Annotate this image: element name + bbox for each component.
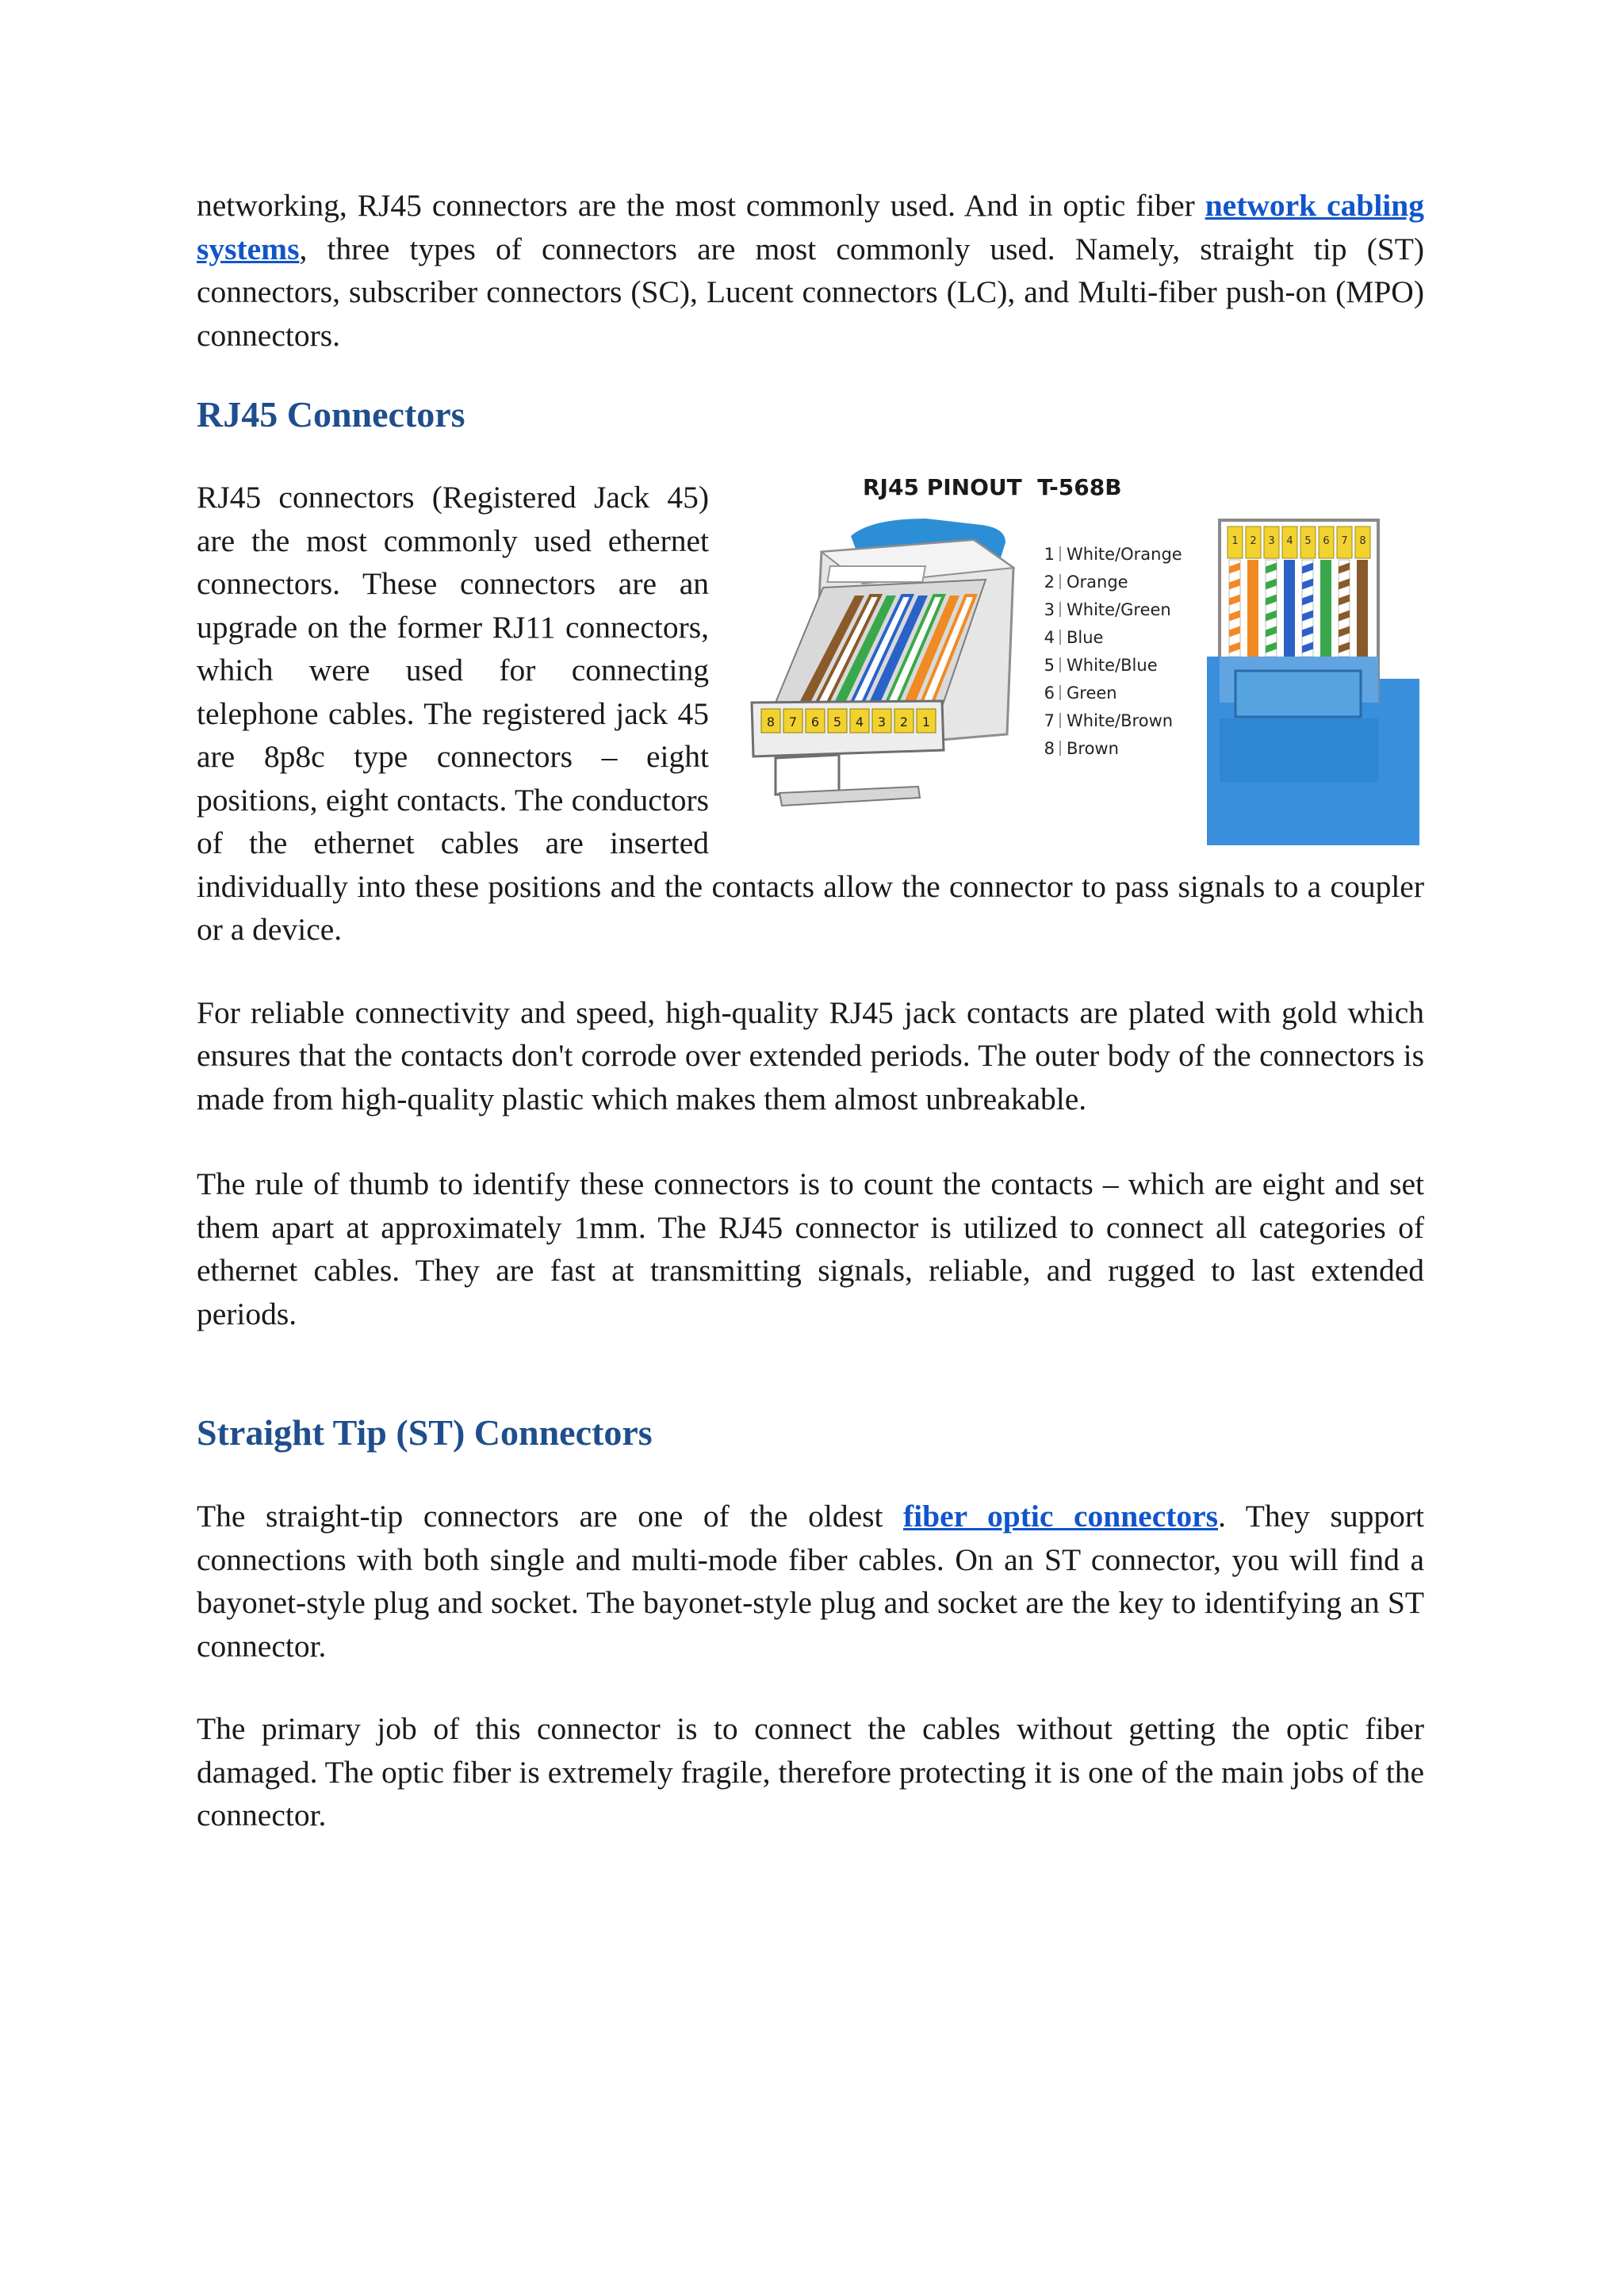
- top-contact-number: 4: [1286, 535, 1293, 547]
- top-contact-number: 1: [1231, 535, 1239, 547]
- front-contact-number: 5: [833, 714, 842, 730]
- legend-pin-number: 8: [1044, 739, 1055, 758]
- top-contact-number: 7: [1341, 535, 1348, 547]
- rj45-section: [197, 476, 1424, 952]
- st-text-2: . They support connections with both single and multi-mode fiber cables. On an ST connector, you will find a bayonet-style plug and socket. The bayonet-style plug and socket are the key to identifying an ST connector.: [197, 1499, 1424, 1664]
- legend-pin-number: 1: [1044, 545, 1055, 564]
- rj45-paragraph-3: The rule of thumb to identify these connectors is to count the contacts – which are eight and set them apart at approximately 1mm. The RJ45 connector is utilized to connect all categories of ethernet cables. They are fast at transmitting signals, reliable, and rugged to last extended periods.: [197, 1166, 1424, 1331]
- legend-pin-number: 6: [1044, 684, 1055, 703]
- legend-pin-label: Brown: [1067, 739, 1119, 758]
- front-contact-number: 8: [766, 714, 776, 730]
- top-wire-base: [1339, 560, 1350, 657]
- legend-pin-label: White/Blue: [1067, 656, 1158, 675]
- top-contact-number: 2: [1250, 535, 1257, 547]
- st-heading: Straight Tip (ST) Connectors: [197, 1412, 653, 1453]
- document-content: [197, 184, 1424, 1837]
- top-contact-number: 3: [1268, 535, 1275, 547]
- intro-paragraph: [197, 184, 1424, 357]
- legend-pin-label: Blue: [1067, 628, 1104, 647]
- front-contact-number: 3: [877, 714, 887, 730]
- rj45-heading: RJ45 Connectors: [197, 394, 465, 435]
- legend-pin-number: 4: [1044, 628, 1055, 647]
- legend-pin-label: Green: [1067, 684, 1117, 703]
- front-contact-number: 4: [855, 714, 864, 730]
- legend-pin-number: 5: [1044, 656, 1055, 675]
- st-paragraph-2: The primary job of this connector is to connect the cables without getting the optic fiber damaged. The optic fiber is extremely fragile, therefore protecting it is one of the main jobs of the connector.: [197, 1711, 1424, 1833]
- legend-pin-number: 2: [1044, 573, 1055, 592]
- st-text-1: The straight-tip connectors are one of the oldest: [197, 1499, 904, 1534]
- legend-pin-number: 7: [1044, 711, 1055, 730]
- top-wire: [1247, 560, 1258, 657]
- legend-pin-label: White/Brown: [1067, 711, 1174, 730]
- legend-pin-number: 3: [1044, 600, 1055, 619]
- front-contact-number: 2: [899, 714, 909, 730]
- front-contact-number: 7: [788, 714, 798, 730]
- front-contact-number: 1: [921, 714, 931, 730]
- legend-pin-label: White/Orange: [1067, 545, 1182, 564]
- intro-text-1: networking, RJ45 connectors are the most commonly used. And in optic fiber: [197, 188, 1205, 223]
- top-contact-number: 5: [1304, 535, 1312, 547]
- front-contact-number: 6: [810, 714, 820, 730]
- top-wire: [1357, 560, 1368, 657]
- network-cabling-link[interactable]: network cabling systems: [197, 188, 1424, 266]
- top-contact-number: 8: [1359, 535, 1366, 547]
- top-wire: [1284, 560, 1295, 657]
- pinout-title: RJ45 PINOUT T-568B: [863, 474, 1122, 500]
- rj45-paragraph-1: RJ45 connectors (Registered Jack 45) are the most commonly used ethernet connectors. These connectors are an upgrade on the former RJ11 connectors, which were used for connecting telephone cables. The registered jack 45 are 8p8c type connectors – eight positions, eight contacts. The conductors of the ethernet cables are inserted individually into these positions and the contacts allow the connector to pass signals to a coupler or a device.: [197, 480, 1424, 947]
- legend-pin-label: Orange: [1067, 573, 1128, 592]
- intro-text-2: , three types of connectors are most commonly used. Namely, straight tip (ST) connectors, subscriber connectors (SC), Lucent connectors (LC), and Multi-fiber push-on (MPO) connectors.: [197, 231, 1424, 353]
- rj45-paragraph-2: For reliable connectivity and speed, high-quality RJ45 jack contacts are plated with gold which ensures that the contacts don't corrode over extended periods. The outer body of the connectors is made from high-quality plastic which makes them almost unbreakable.: [197, 994, 1424, 1116]
- top-wire-base: [1229, 560, 1240, 657]
- rj45-pinout-graphic: [744, 449, 1424, 845]
- top-contact-number: 6: [1323, 535, 1330, 547]
- fiber-optic-connectors-link[interactable]: fiber optic connectors: [903, 1499, 1219, 1534]
- top-wire-base: [1266, 560, 1277, 657]
- st-paragraph-1: [197, 1495, 1424, 1668]
- top-wire-base: [1302, 560, 1313, 657]
- rj45-pinout-diagram: [744, 449, 1424, 845]
- legend-pin-label: White/Green: [1067, 600, 1171, 619]
- top-wire: [1320, 560, 1331, 657]
